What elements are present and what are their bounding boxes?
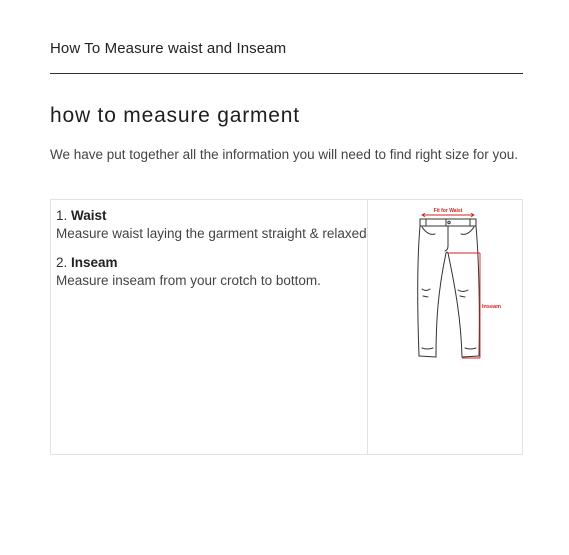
measurement-table (50, 199, 523, 455)
step-description: Measure inseam from your crotch to bottom. (56, 273, 321, 288)
instructions-cell (51, 200, 368, 454)
diagram-cell (368, 200, 522, 454)
trousers-outline (418, 219, 480, 357)
step-name: Waist (71, 208, 107, 223)
section-heading: how to measure garment (50, 104, 300, 127)
inseam-measure-label: Inseam (482, 304, 501, 310)
step-name: Inseam (71, 255, 118, 270)
step-inseam (56, 254, 367, 290)
waist-measure-label: Fit for Waist (433, 208, 463, 214)
inseam-measure-marker (448, 253, 480, 358)
trousers-measurement-icon (408, 206, 518, 366)
header-divider (50, 73, 523, 74)
intro-text: We have put together all the information you will need to find right size for you. (50, 147, 519, 162)
step-number: 1. (56, 208, 68, 223)
step-description: Measure waist laying the garment straight & relaxed (56, 226, 367, 241)
step-title (56, 254, 367, 272)
step-waist (56, 207, 367, 243)
page-title: How To Measure waist and Inseam (50, 40, 287, 57)
step-number: 2. (56, 255, 68, 270)
step-title (56, 207, 367, 225)
